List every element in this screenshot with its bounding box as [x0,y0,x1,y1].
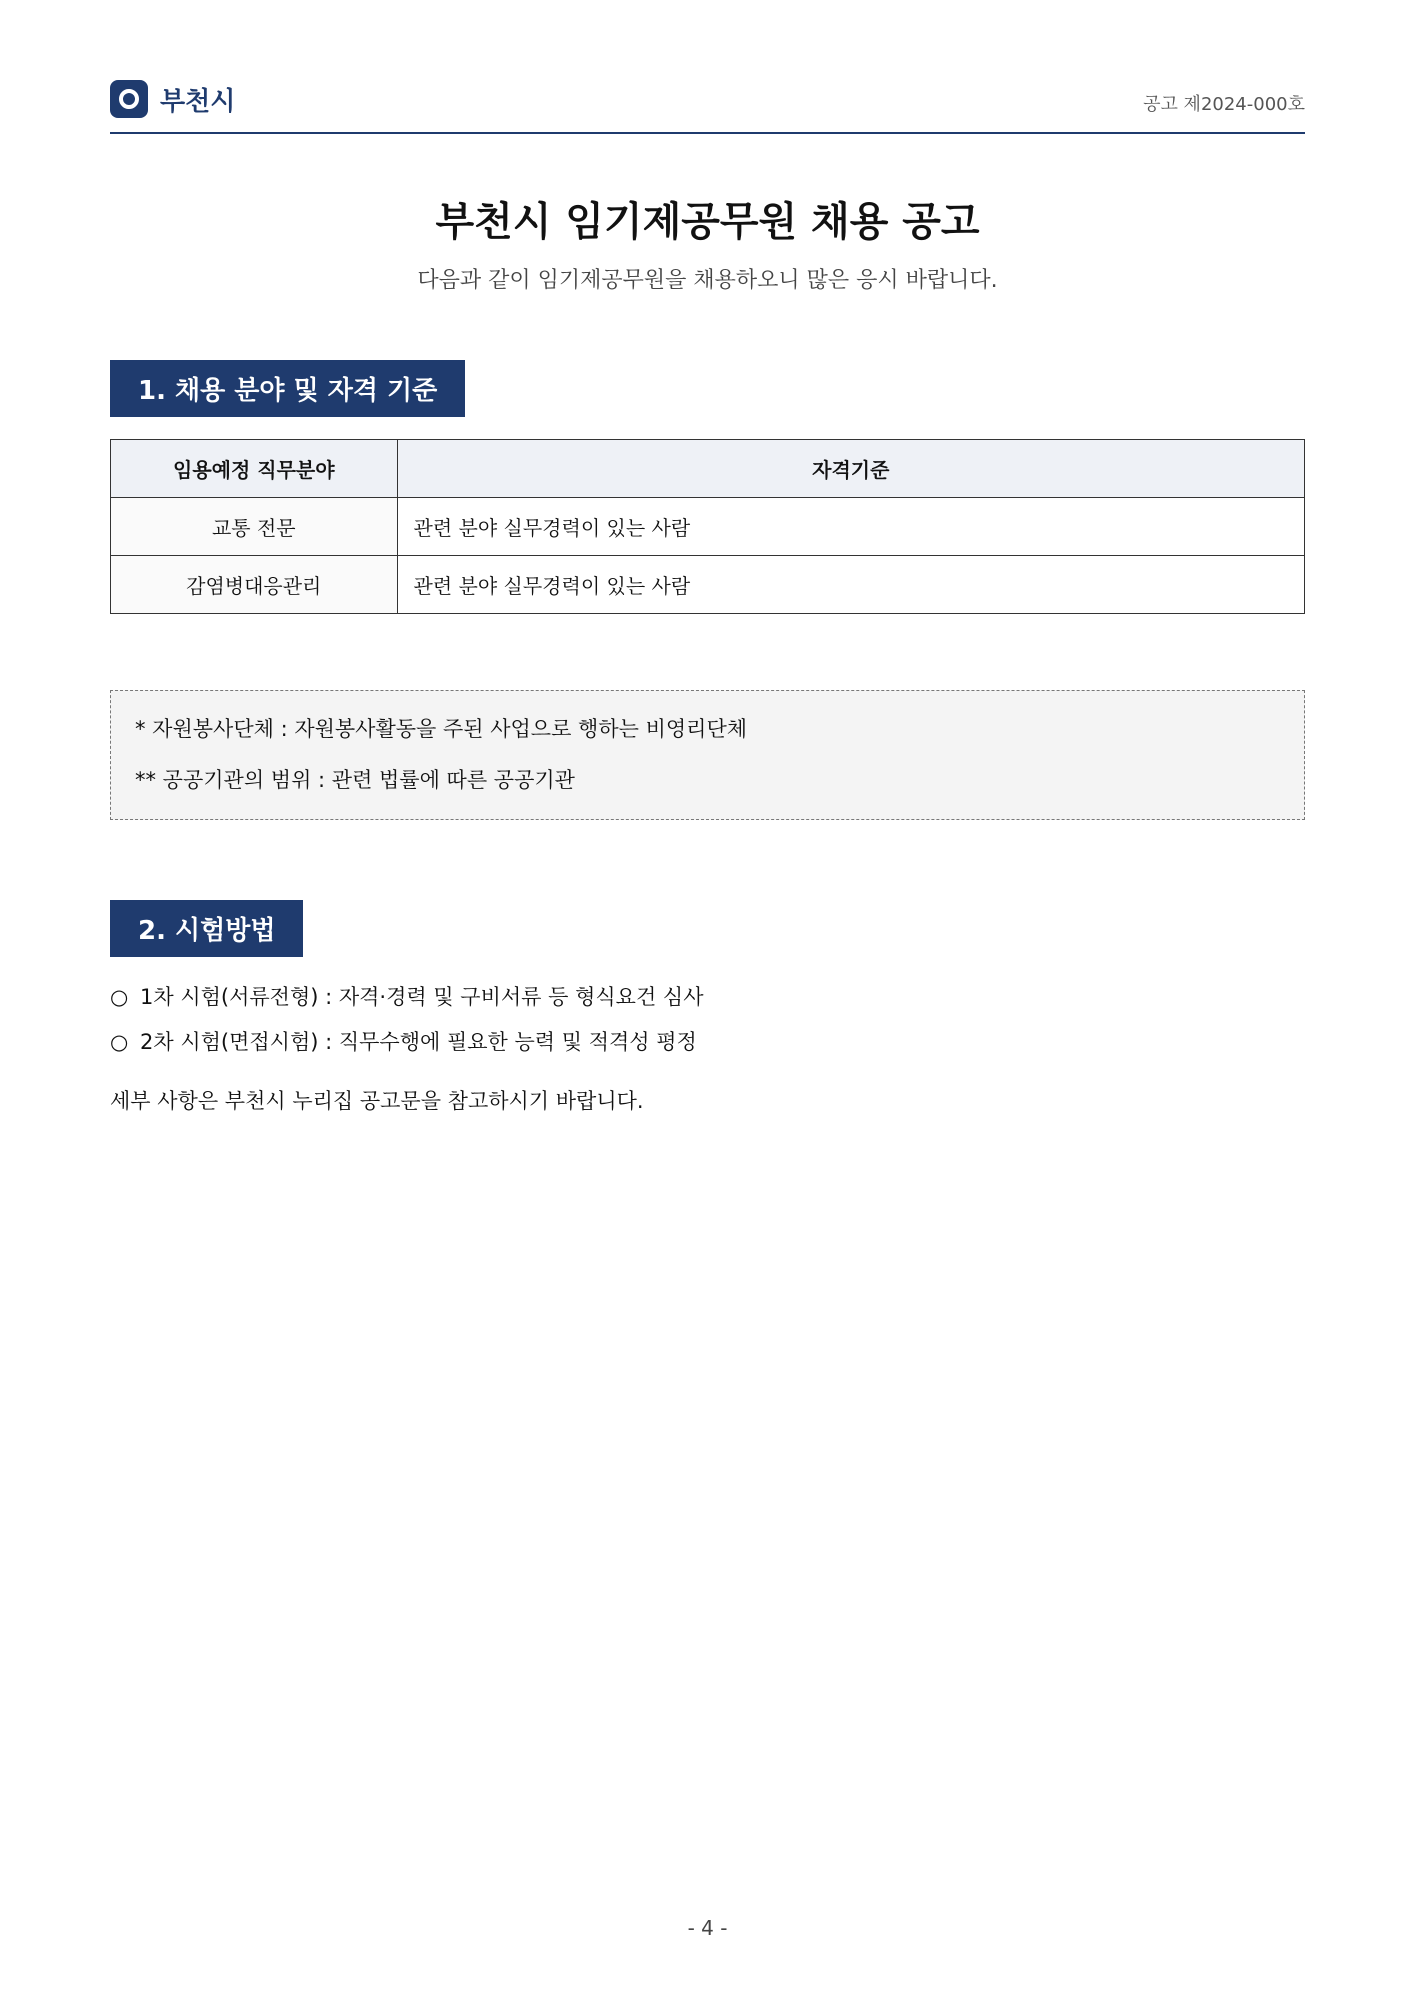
notes-section [110,690,1305,820]
note-line: ** 공공기관의 범위 : 관련 법률에 따른 공공기관 [135,767,575,792]
section-qualifications [110,360,1305,614]
document-subtitle: 다음과 같이 임기제공무원을 채용하오니 많은 응시 바랍니다. [417,268,998,293]
document-title: 부천시 임기제공무원 채용 공고 [435,199,980,245]
qualification-table [110,439,1305,614]
column-header: 임용예정 직무분야 [111,440,398,498]
exam-bullets [110,979,1305,1061]
note-line: * 자원봉사단체 : 자원봉사활동을 주된 사업으로 행하는 비영리단체 [135,717,748,741]
criteria-cell: 관련 분야 실무경력이 있는 사람 [397,498,1304,556]
city-logo-icon [110,80,148,118]
title-block [110,190,1305,294]
closing-paragraph: 세부 사항은 부천시 누리집 공고문을 참고하시기 바랍니다. [110,1088,644,1113]
criteria-cell: 관련 분야 실무경력이 있는 사람 [397,556,1304,614]
page-header [110,80,1305,134]
table-row [111,556,1305,614]
table-header-row [111,440,1305,498]
document-number: 공고 제2024-000호 [1143,94,1305,115]
brand-name: 부천시 [160,86,236,117]
field-cell: 감염병대응관리 [111,556,398,614]
field-cell: 교통 전문 [111,498,398,556]
list-item: ○ 2차 시험(면접시험) : 직무수행에 필요한 능력 및 적격성 평정 [110,1024,1305,1061]
section-exam-method [110,900,1305,1133]
page-number: - 4 - [687,1916,728,1940]
list-item: ○ 1차 시험(서류전형) : 자격·경력 및 구비서류 등 형식요건 심사 [110,979,1305,1016]
section-heading: 2. 시험방법 [110,900,303,957]
note-box [110,690,1305,820]
table-row [111,498,1305,556]
section-heading: 1. 채용 분야 및 자격 기준 [110,360,465,417]
column-header: 자격기준 [397,440,1304,498]
brand [110,80,235,118]
